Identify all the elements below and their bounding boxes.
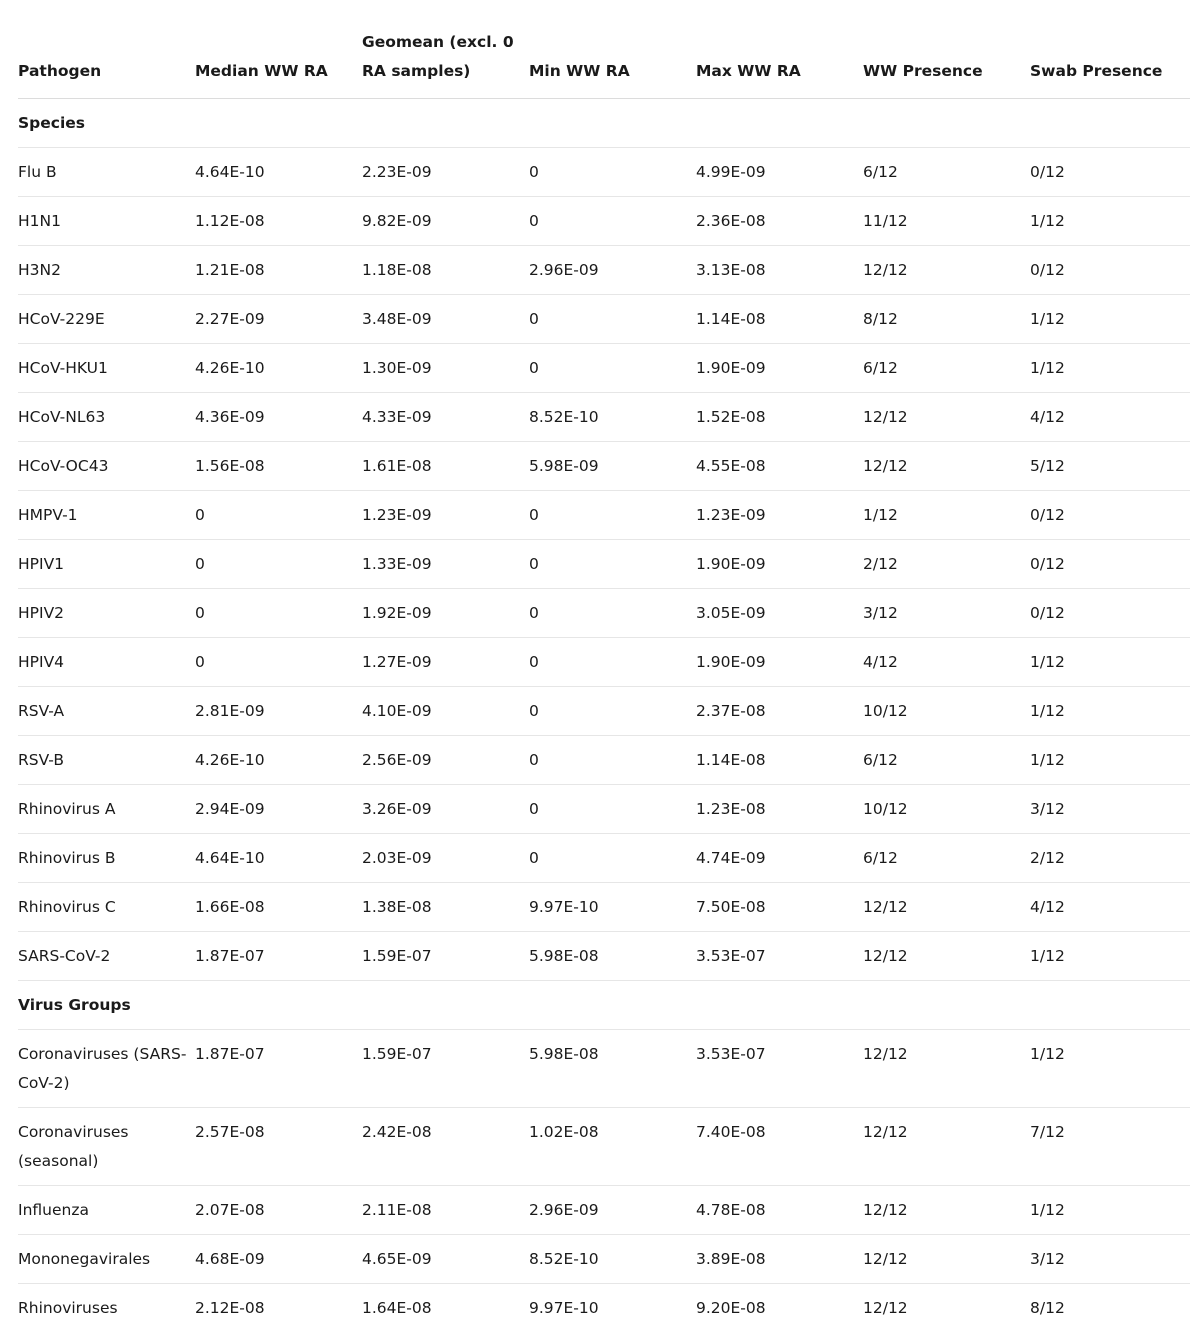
cell-ww-presence: 12/12 [863,393,1030,442]
cell-pathogen: HPIV4 [18,638,195,687]
cell-ww-presence: 6/12 [863,834,1030,883]
cell-median-ww-ra: 0 [195,638,362,687]
cell-max-ww-ra: 1.90E-09 [696,540,863,589]
cell-swab-presence: 7/12 [1030,1108,1190,1186]
table-row [18,442,1190,491]
cell-max-ww-ra: 3.05E-09 [696,589,863,638]
cell-geomean: 1.59E-07 [362,932,529,981]
cell-ww-presence: 12/12 [863,932,1030,981]
cell-max-ww-ra: 1.14E-08 [696,736,863,785]
cell-swab-presence: 0/12 [1030,148,1190,197]
table-body [18,99,1190,1332]
cell-geomean: 4.10E-09 [362,687,529,736]
cell-min-ww-ra: 5.98E-08 [529,1030,696,1108]
table-row [18,540,1190,589]
cell-geomean: 2.56E-09 [362,736,529,785]
cell-min-ww-ra: 0 [529,736,696,785]
cell-min-ww-ra: 5.98E-09 [529,442,696,491]
table-row [18,834,1190,883]
cell-max-ww-ra: 9.20E-08 [696,1299,766,1317]
header-swab-presence: Swab Presence [1030,28,1190,99]
cell-swab-presence: 1/12 [1030,687,1190,736]
cell-median-ww-ra: 2.94E-09 [195,785,362,834]
section-label: Virus Groups [18,981,1190,1030]
table-row [18,883,1190,932]
table-row [18,246,1190,295]
table-row [18,932,1190,981]
cell-max-ww-ra: 7.40E-08 [696,1108,863,1186]
cell-pathogen: H1N1 [18,197,195,246]
cell-geomean: 9.82E-09 [362,197,529,246]
cell-swab-presence: 1/12 [1030,295,1190,344]
cell-pathogen: Influenza [18,1186,195,1235]
cell-pathogen: RSV-B [18,736,195,785]
cell-min-ww-ra: 2.96E-09 [529,1186,696,1235]
cell-pathogen: HCoV-NL63 [18,393,195,442]
cell-min-ww-ra: 2.96E-09 [529,246,696,295]
cell-swab-presence: 0/12 [1030,589,1190,638]
cell-max-ww-ra: 2.36E-08 [696,197,863,246]
cell-geomean: 3.26E-09 [362,785,529,834]
table-row [18,589,1190,638]
cell-pathogen: Coronaviruses (SARS-CoV-2) [18,1030,195,1108]
pathogen-table [18,28,1190,1332]
table-row [18,785,1190,834]
cell-max-ww-ra: 2.37E-08 [696,687,863,736]
cell-median-ww-ra: 2.12E-08 [195,1299,265,1317]
table-row [18,344,1190,393]
cell-ww-presence: 1/12 [863,491,1030,540]
cell-swab-presence: 3/12 [1030,785,1190,834]
cell-median-ww-ra: 4.64E-10 [195,834,362,883]
cell-geomean: 1.33E-09 [362,540,529,589]
cell-min-ww-ra: 9.97E-10 [529,883,696,932]
cell-median-ww-ra: 0 [195,491,362,540]
cell-ww-presence: 6/12 [863,736,1030,785]
cell-geomean: 2.11E-08 [362,1186,529,1235]
cell-swab-presence: 1/12 [1030,932,1190,981]
cell-swab-presence: 1/12 [1030,197,1190,246]
cell-min-ww-ra: 0 [529,638,696,687]
cell-swab-presence: 3/12 [1030,1235,1190,1284]
table-row [18,197,1190,246]
cell-max-ww-ra: 1.23E-09 [696,491,863,540]
cell-geomean: 2.42E-08 [362,1108,529,1186]
cell-min-ww-ra: 0 [529,197,696,246]
cell-swab-presence: 1/12 [1030,344,1190,393]
header-pathogen: Pathogen [18,28,195,99]
header-geomean: Geomean (excl. 0 RA samples) [362,28,529,99]
cell-swab-presence: 0/12 [1030,491,1190,540]
table-row [18,393,1190,442]
cell-ww-presence: 11/12 [863,197,1030,246]
cell-ww-presence: 4/12 [863,638,1030,687]
cell-median-ww-ra: 2.81E-09 [195,687,362,736]
cell-median-ww-ra: 4.68E-09 [195,1235,362,1284]
cell-median-ww-ra: 4.64E-10 [195,148,362,197]
table-header [18,28,1190,99]
cell-max-ww-ra: 3.53E-07 [696,932,863,981]
cell-max-ww-ra: 7.50E-08 [696,883,863,932]
cell-max-ww-ra: 1.90E-09 [696,638,863,687]
cell-min-ww-ra: 0 [529,148,696,197]
cell-geomean: 1.27E-09 [362,638,529,687]
cell-median-ww-ra: 4.36E-09 [195,393,362,442]
cell-geomean: 1.30E-09 [362,344,529,393]
table-row [18,1186,1190,1235]
cell-geomean: 1.64E-08 [362,1299,432,1317]
cell-median-ww-ra: 1.87E-07 [195,932,362,981]
cell-pathogen: HPIV2 [18,589,195,638]
cell-min-ww-ra: 1.02E-08 [529,1108,696,1186]
cell-pathogen: HCoV-OC43 [18,442,195,491]
cell-swab-presence: 0/12 [1030,540,1190,589]
cell-median-ww-ra: 0 [195,589,362,638]
cell-min-ww-ra: 0 [529,834,696,883]
cell-min-ww-ra: 0 [529,540,696,589]
cell-swab-presence: 4/12 [1030,883,1190,932]
cell-ww-presence: 12/12 [863,1030,1030,1108]
table-row [18,1284,1190,1332]
cell-geomean: 4.33E-09 [362,393,529,442]
cell-ww-presence: 12/12 [863,1235,1030,1284]
cell-median-ww-ra: 1.56E-08 [195,442,362,491]
cell-swab-presence: 8/12 [1030,1299,1065,1317]
cell-min-ww-ra: 9.97E-10 [529,1299,599,1317]
cell-pathogen: HCoV-229E [18,295,195,344]
cell-median-ww-ra: 1.21E-08 [195,246,362,295]
cell-max-ww-ra: 3.89E-08 [696,1235,863,1284]
table-row [18,295,1190,344]
cell-ww-presence: 12/12 [863,442,1030,491]
cell-swab-presence: 1/12 [1030,1186,1190,1235]
table-row [18,1235,1190,1284]
cell-min-ww-ra: 0 [529,491,696,540]
cell-swab-presence: 4/12 [1030,393,1190,442]
cell-geomean: 2.03E-09 [362,834,529,883]
cell-swab-presence: 2/12 [1030,834,1190,883]
cell-pathogen: SARS-CoV-2 [18,932,195,981]
cell-geomean: 1.23E-09 [362,491,529,540]
cell-ww-presence: 2/12 [863,540,1030,589]
cell-median-ww-ra: 1.12E-08 [195,197,362,246]
cell-geomean: 1.38E-08 [362,883,529,932]
cell-ww-presence: 6/12 [863,344,1030,393]
cell-max-ww-ra: 3.53E-07 [696,1030,863,1108]
cell-ww-presence: 8/12 [863,295,1030,344]
cell-min-ww-ra: 0 [529,295,696,344]
cell-min-ww-ra: 8.52E-10 [529,1235,696,1284]
cell-max-ww-ra: 1.52E-08 [696,393,863,442]
cell-pathogen: Flu B [18,148,195,197]
header-median-ww-ra: Median WW RA [195,28,362,99]
cell-pathogen: Rhinovirus A [18,785,195,834]
cell-swab-presence: 0/12 [1030,246,1190,295]
cell-pathogen: HCoV-HKU1 [18,344,195,393]
table-row [18,736,1190,785]
cell-max-ww-ra: 4.99E-09 [696,148,863,197]
cell-median-ww-ra: 1.87E-07 [195,1030,362,1108]
cell-ww-presence: 12/12 [863,246,1030,295]
cell-geomean: 2.23E-09 [362,148,529,197]
section-row [18,99,1190,148]
cell-swab-presence: 1/12 [1030,1030,1190,1108]
cell-geomean: 1.59E-07 [362,1030,529,1108]
cell-min-ww-ra: 0 [529,687,696,736]
cell-pathogen: HMPV-1 [18,491,195,540]
cell-median-ww-ra: 1.66E-08 [195,883,362,932]
cell-pathogen: HPIV1 [18,540,195,589]
table-row [18,687,1190,736]
cell-min-ww-ra: 5.98E-08 [529,932,696,981]
cell-ww-presence: 10/12 [863,687,1030,736]
cell-max-ww-ra: 3.13E-08 [696,246,863,295]
cell-ww-presence: 10/12 [863,785,1030,834]
table-row [18,1030,1190,1108]
cell-swab-presence: 5/12 [1030,442,1190,491]
cell-pathogen: Rhinovirus C [18,883,195,932]
table-row [18,491,1190,540]
section-label: Species [18,99,1190,148]
cell-ww-presence: 12/12 [863,1186,1030,1235]
cell-max-ww-ra: 4.74E-09 [696,834,863,883]
cell-min-ww-ra: 8.52E-10 [529,393,696,442]
cell-median-ww-ra: 4.26E-10 [195,344,362,393]
cell-pathogen: H3N2 [18,246,195,295]
cell-median-ww-ra: 2.27E-09 [195,295,362,344]
header-max-ww-ra: Max WW RA [696,28,863,99]
cell-pathogen: Rhinoviruses [18,1299,118,1317]
cell-geomean: 1.18E-08 [362,246,529,295]
header-min-ww-ra: Min WW RA [529,28,696,99]
cell-swab-presence: 1/12 [1030,638,1190,687]
cell-max-ww-ra: 4.78E-08 [696,1186,863,1235]
table-row [18,638,1190,687]
cell-geomean: 1.92E-09 [362,589,529,638]
cell-max-ww-ra: 1.90E-09 [696,344,863,393]
cell-max-ww-ra: 4.55E-08 [696,442,863,491]
header-ww-presence: WW Presence [863,28,1030,99]
cell-ww-presence: 12/12 [863,1299,908,1317]
header-row [18,28,1190,99]
cell-pathogen: Mononegavirales [18,1235,195,1284]
cell-pathogen: Rhinovirus B [18,834,195,883]
cell-geomean: 4.65E-09 [362,1235,529,1284]
cell-median-ww-ra: 2.57E-08 [195,1108,362,1186]
cell-max-ww-ra: 1.14E-08 [696,295,863,344]
section-row [18,981,1190,1030]
cell-median-ww-ra: 0 [195,540,362,589]
table-row [18,148,1190,197]
cell-pathogen: RSV-A [18,687,195,736]
cell-min-ww-ra: 0 [529,785,696,834]
cell-median-ww-ra: 4.26E-10 [195,736,362,785]
cell-min-ww-ra: 0 [529,589,696,638]
cell-min-ww-ra: 0 [529,344,696,393]
cell-ww-presence: 12/12 [863,1108,1030,1186]
cell-ww-presence: 3/12 [863,589,1030,638]
cell-ww-presence: 12/12 [863,883,1030,932]
cell-pathogen: Coronaviruses (seasonal) [18,1108,195,1186]
cell-swab-presence: 1/12 [1030,736,1190,785]
table-row [18,1108,1190,1186]
cell-geomean: 3.48E-09 [362,295,529,344]
cell-geomean: 1.61E-08 [362,442,529,491]
cell-max-ww-ra: 1.23E-08 [696,785,863,834]
cell-ww-presence: 6/12 [863,148,1030,197]
cell-median-ww-ra: 2.07E-08 [195,1186,362,1235]
